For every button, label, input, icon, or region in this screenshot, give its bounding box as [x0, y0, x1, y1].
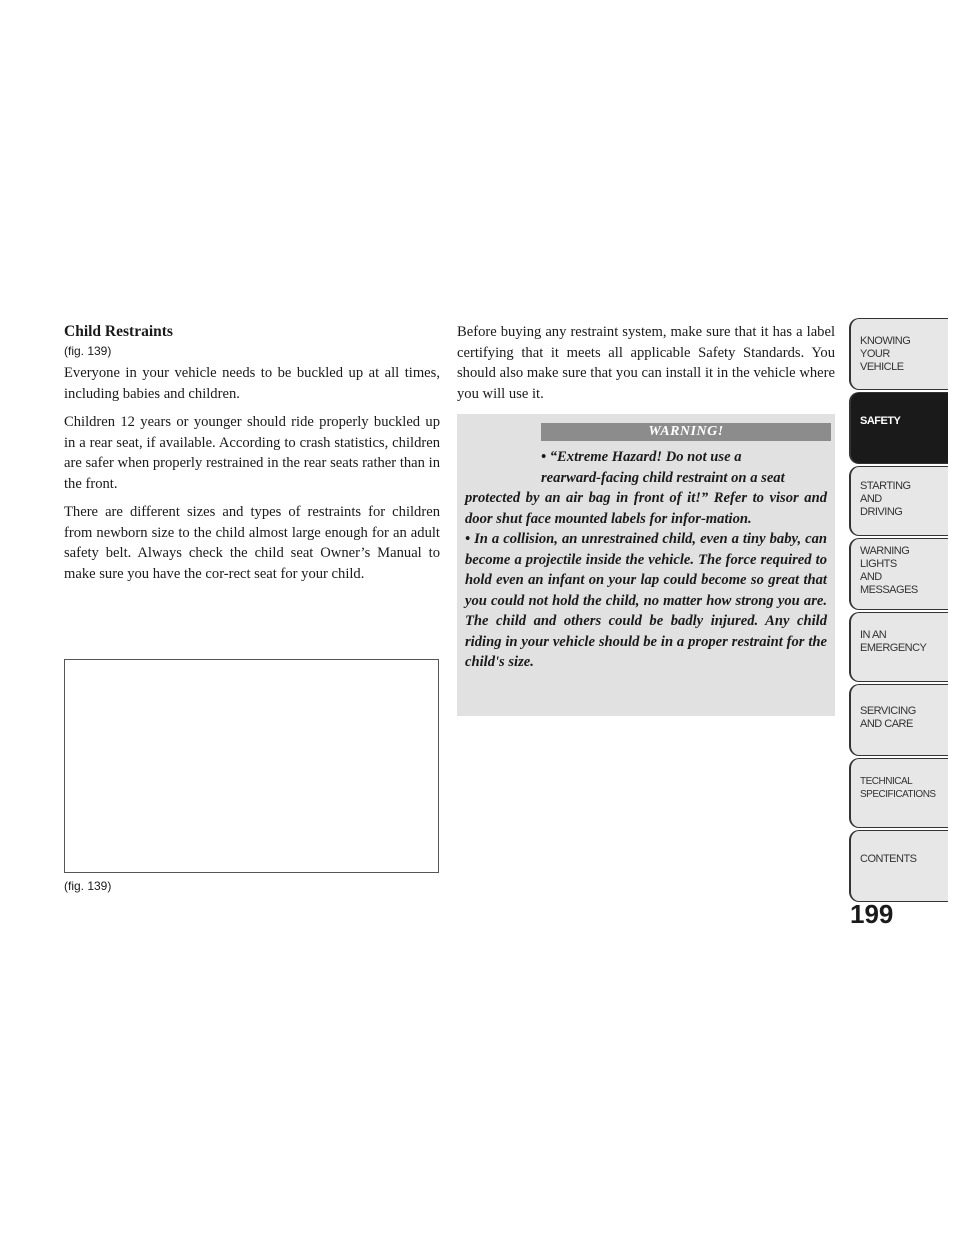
figure-reference: (fig. 139)	[64, 344, 112, 358]
warning-item-1-line-1: • “Extreme Hazard! Do not use a	[541, 449, 742, 465]
tab-label: DRIVING	[860, 506, 903, 518]
paragraph-2: Children 12 years or younger should ride properly buckled up in a rear seat, if available. According to crash statistics, children are safer when properly restrained in the rear seats rather than in the front.	[64, 414, 440, 492]
tab-label: SERVICING	[860, 705, 916, 717]
tab-label: CONTENTS	[860, 853, 917, 865]
tab-contents[interactable]	[849, 830, 948, 902]
tab-label: AND	[860, 571, 882, 583]
tab-technical-specifications[interactable]	[849, 758, 948, 828]
tab-label: IN AN	[860, 629, 887, 641]
section-heading: Child Restraints	[64, 323, 173, 340]
tab-servicing-and-care[interactable]	[849, 684, 948, 756]
paragraph-3: There are different sizes and types of restraints for children from newborn size to the child almost large enough for an adult safety belt. Always check the child seat Owner’s Manual to make sure you have the cor-rect seat for your child.	[64, 504, 440, 582]
figure-caption: (fig. 139)	[64, 879, 112, 893]
tab-in-an-emergency[interactable]	[849, 612, 948, 682]
warning-title: WARNING!	[541, 423, 831, 441]
page-number: 199	[850, 899, 894, 929]
tab-label: AND	[860, 493, 882, 505]
paragraph-1: Everyone in your vehicle needs to be buckled up at all times, including babies and children.	[64, 365, 440, 402]
warning-item-1-rest: protected by an air bag in front of it!” Refer to visor and door shut face mounted labels for infor-mation.	[465, 490, 827, 527]
warning-box	[457, 414, 835, 716]
tab-starting-and-driving[interactable]	[849, 466, 948, 536]
tab-label: AND CARE	[860, 718, 913, 730]
tab-label: WARNING	[860, 545, 910, 557]
warning-item-1	[465, 447, 827, 529]
tab-label: SPECIFICATIONS	[860, 789, 936, 800]
chapter-tabs	[849, 318, 948, 904]
tab-label: LIGHTS	[860, 558, 897, 570]
tab-label: YOUR	[860, 348, 890, 360]
warning-item-2: • In a collision, an unrestrained child, even a tiny baby, can become a projectile inside the vehicle. The force required to hold even an infant on your lap could become so great that you could not hold the child, no matter how strong you are. The child and others could be badly injured. Any child riding in your vehicle should be in a proper restraint for the child's size.	[465, 531, 827, 670]
tab-label: VEHICLE	[860, 361, 904, 373]
figure-139-image	[64, 659, 439, 873]
tab-label: EMERGENCY	[860, 642, 927, 654]
tab-label: KNOWING	[860, 335, 911, 347]
tab-label: TECHNICAL	[860, 776, 913, 787]
tab-knowing-your-vehicle[interactable]	[849, 318, 948, 390]
left-column	[64, 322, 440, 592]
tab-safety[interactable]	[849, 392, 948, 464]
tab-label: STARTING	[860, 480, 911, 492]
tab-label: MESSAGES	[860, 584, 918, 596]
tab-warning-lights-and-messages[interactable]	[849, 538, 948, 610]
right-column	[457, 322, 835, 412]
tab-label: SAFETY	[860, 415, 901, 427]
paragraph-before-buying: Before buying any restraint system, make sure that it has a label certifying that it meets all applicable Safety Standards. You should also make sure that you can install it in the vehicle where you will use it.	[457, 324, 835, 402]
warning-item-1-line-2: rearward-facing child restraint on a seat	[541, 469, 785, 486]
